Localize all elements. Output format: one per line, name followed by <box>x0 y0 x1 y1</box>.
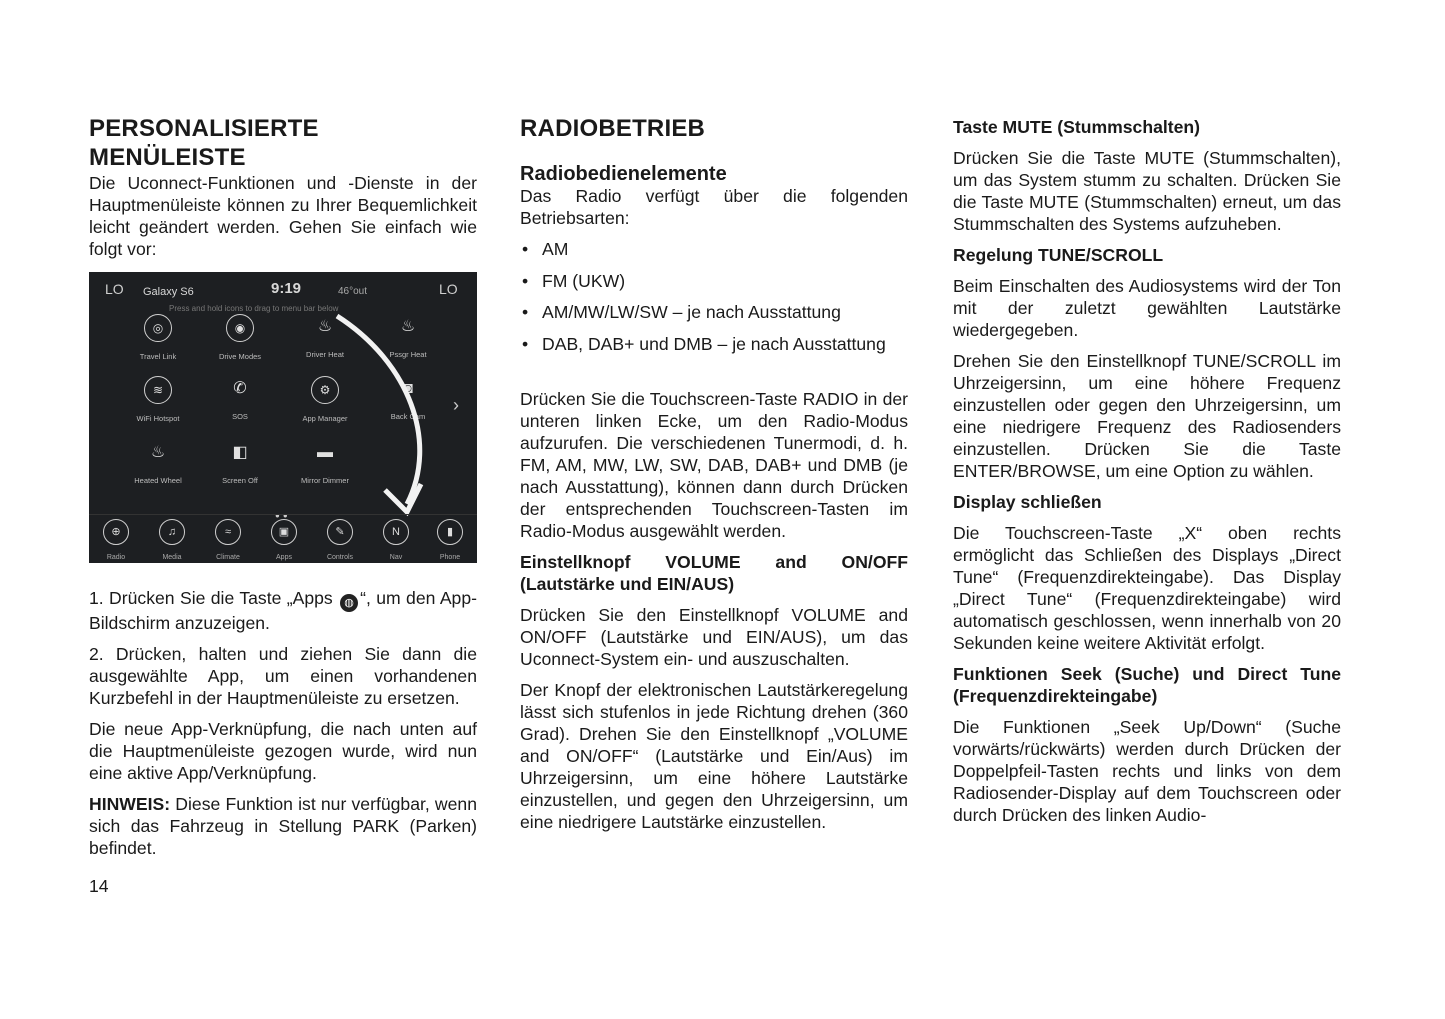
tile-sos: ✆ SOS <box>199 376 281 428</box>
step-1: 1. Drücken Sie die Taste „Apps ◍ “, um den App-Bildschirm anzuzeigen. <box>89 588 477 633</box>
phone-signal-icon: ▮ <box>437 519 463 545</box>
wifi-icon: ≋ <box>144 376 172 404</box>
tune-paragraph-1: Beim Einschalten des Audiosystems wird der Ton mit der zuletzt gewählten Lautstärke wiedergegeben. <box>953 276 1341 340</box>
screen-off-icon: ◧ <box>232 444 248 461</box>
note-paragraph: HINWEIS: Diese Funktion ist nur verfügbar, wenn sich das Fahrzeug in Stellung PARK (Parken) befindet. <box>89 794 477 858</box>
list-item: • FM (UKW) <box>520 270 908 292</box>
camera-icon: ◙ <box>403 380 413 397</box>
note-label: HINWEIS: <box>89 794 171 814</box>
climate-right-lo: LO <box>439 281 458 297</box>
tune-paragraph-2: Drehen Sie den Einstellknopf TUNE/SCROLL im Uhrzeigersinn, um eine höhere Frequenz einzustellen oder gegen den Uhrzeigersinn, um eine niedrigere Frequenz des Radiosenders einzustellen. Drücken Sie die Taste ENTER/BROWSE, um eine Option zu wählen. <box>953 351 1341 481</box>
tile-screen-off: ◧ Screen Off <box>199 440 281 492</box>
mute-paragraph: Drücken Sie die Taste MUTE (Stummschalten), um das System stumm zu schalten. Drücken Sie die Taste MUTE (Stummschalten) erneut, um das Stummschalten des Systems aufzuheben. <box>953 148 1341 234</box>
seat-heat-icon: ♨ <box>317 318 333 335</box>
uconnect-apps-screenshot <box>89 272 477 563</box>
subheading-radio-controls: Radiobedienelemente <box>520 163 727 185</box>
bar-item-nav: N Nav <box>371 519 421 563</box>
column-radio-operation <box>520 112 908 842</box>
volume-rotation-paragraph: Der Knopf der elektronischen Lautstärkeregelung lässt sich stufenlos in jede Richtung drehen (360 Grad). Drehen Sie den Einstellknopf „VOLUME and ON/OFF“ (Lautstärke und Ein/Aus) im Uhrzeigersinn, um eine höhere Lautstärke einzustellen, und gegen den Uhrzeigersinn, um eine niedrigere Lautstärke einzustellen. <box>520 680 908 832</box>
page-number: 14 <box>89 876 109 896</box>
bar-item-climate: ≈ Climate <box>203 519 253 563</box>
nav-icon: N <box>383 519 409 545</box>
heading-volume-knob: Einstellknopf VOLUME and ON/OFF (Lautstärke und EIN/AUS) <box>520 552 908 594</box>
new-shortcut-paragraph: Die neue App-Verknüpfung, die nach unten auf die Hauptmenüleiste gezogen wurde, wird nun eine aktive App/Verknüpfung. <box>89 719 477 783</box>
clock: 9:19 <box>271 280 302 297</box>
tile-app-manager: ⚙ App Manager <box>284 376 366 430</box>
tile-mirror-dimmer: ▬ Mirror Dimmer <box>284 440 366 492</box>
apps-icon: ◍ <box>340 594 358 612</box>
app-manager-icon: ⚙ <box>311 376 339 404</box>
heading-mute: Taste MUTE (Stummschalten) <box>953 117 1200 137</box>
outside-temp: 46°out <box>338 286 368 297</box>
climate-icon: ≈ <box>215 519 241 545</box>
list-item: • DAB, DAB+ und DMB – je nach Ausstattung <box>520 333 908 355</box>
bar-item-apps: ▣ Apps <box>259 519 309 563</box>
steering-wheel-icon: ♨ <box>150 444 166 461</box>
intro-paragraph: Die Uconnect-Funktionen und -Dienste in der Hauptmenüleiste können zu Ihrer Bequemlichkeit leicht geändert werden. Gehen Sie einfach wie folgt vor: <box>89 173 477 259</box>
radio-modes-list <box>520 238 908 355</box>
list-item: • AM/MW/LW/SW – je nach Ausstattung <box>520 301 908 323</box>
list-item: • AM <box>520 238 908 260</box>
heading-personalized-menu: PERSONALISIERTE MENÜLEISTE <box>89 115 319 171</box>
volume-onoff-paragraph: Drücken Sie den Einstellknopf VOLUME and ON/OFF (Lautstärke und EIN/AUS), um das Uconnect-System ein- und auszuschalten. <box>520 605 908 669</box>
tile-driver-heat: ♨ Driver Heat <box>284 314 366 366</box>
bar-item-phone: ▮ Phone <box>425 519 475 563</box>
seek-paragraph: Die Funktionen „Seek Up/Down“ (Suche vorwärts/rückwärts) werden durch Drücken der Doppelpfeil-Tasten rechts und links von dem Radiosender-Display auf dem Touchscreen oder durch Drücken des linken Audio- <box>953 717 1341 825</box>
tile-heated-wheel: ♨ Heated Wheel <box>117 440 199 492</box>
heading-seek-direct-tune: Funktionen Seek (Suche) und Direct Tune (Frequenzdirekteingabe) <box>953 664 1341 706</box>
heading-close-display: Display schließen <box>953 492 1102 512</box>
apps-icon: ▣ <box>271 519 297 545</box>
tile-passenger-heat: ♨ Pssgr Heat <box>367 314 449 366</box>
tile-travel-link: ◎ Travel Link <box>117 314 199 368</box>
tile-wifi-hotspot: ≋ WiFi Hotspot <box>117 376 199 430</box>
radio-button-paragraph: Drücken Sie die Touchscreen-Taste RADIO in der unteren linken Ecke, um den Radio-Modus aufzurufen. Die verschiedenen Tunermodi, d. h. FM, AM, MW, LW, SW, DAB, DAB+ und DMB (je nach Ausstattung), können dann durch Drücken der entsprechenden Touchscreen-Tasten im Radio-Modus ausgewählt werden. <box>520 389 908 541</box>
media-icon: ♫ <box>159 519 185 545</box>
main-menu-bar <box>89 514 477 563</box>
step-2: 2. Drücken, halten und ziehen Sie dann die ausgewählte App, um einen vorhandenen Kurzbefehl in der Hauptmenüleiste zu ersetzen. <box>89 644 477 708</box>
radio-icon: ⊕ <box>103 519 129 545</box>
drive-modes-icon: ◉ <box>226 314 254 342</box>
heading-radio-operation: RADIOBETRIEB <box>520 115 706 142</box>
bar-item-media: ♫ Media <box>147 519 197 563</box>
column-personalized-menu <box>89 112 477 868</box>
globe-icon: ◎ <box>144 314 172 342</box>
controls-icon: ✎ <box>327 519 353 545</box>
connected-device: Galaxy S6 <box>143 286 194 298</box>
close-display-paragraph: Die Touchscreen-Taste „X“ oben rechts ermöglicht das Schließen des Displays „Direct Tune“ (Frequenzdirekteingabe). Das Display „Direct Tune“ (Frequenzdirekteingabe) wird automatisch geschlossen, wenn innerhalb von 20 Sekunden keine weitere Aktivität erfolgt. <box>953 523 1341 653</box>
heading-tune-scroll: Regelung TUNE/SCROLL <box>953 245 1164 265</box>
mirror-icon: ▬ <box>317 444 333 461</box>
drag-hint: Press and hold icons to drag to menu bar below <box>169 304 339 313</box>
tile-drive-modes: ◉ Drive Modes <box>199 314 281 368</box>
phone-icon: ✆ <box>233 380 247 397</box>
seat-heat-icon: ♨ <box>400 318 416 335</box>
bar-item-controls: ✎ Controls <box>315 519 365 563</box>
page-dots: ●● <box>275 511 291 520</box>
climate-left-lo: LO <box>105 281 124 297</box>
tile-back-cam: ◙ Back Cam <box>367 376 449 428</box>
column-radio-controls <box>953 116 1341 835</box>
next-page-chevron-icon: › <box>453 395 459 415</box>
bar-item-radio: ⊕ Radio <box>91 519 141 563</box>
modes-intro: Das Radio verfügt über die folgenden Betriebsarten: <box>520 186 908 228</box>
